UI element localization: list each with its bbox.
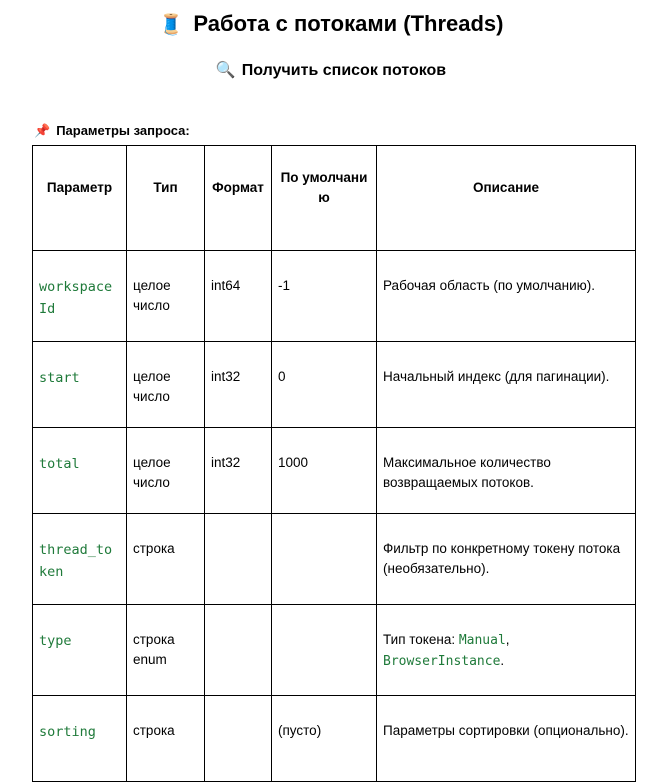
page-title (0, 8, 662, 40)
table-row (33, 696, 636, 782)
header-format: Формат (205, 146, 272, 251)
table-row (33, 514, 636, 605)
param-description: Максимальное количество возвращаемых потоков. (377, 428, 636, 514)
param-type: строка (127, 514, 205, 605)
header-param: Параметр (33, 146, 127, 251)
thread-spool-icon: 🧵 (158, 12, 184, 36)
param-format: int64 (205, 251, 272, 342)
table-row (33, 605, 636, 696)
param-type: целое число (127, 342, 205, 428)
param-type: строка enum (127, 605, 205, 696)
param-type: строка (127, 696, 205, 782)
enum-value-manual: Manual (458, 633, 506, 648)
param-format (205, 514, 272, 605)
table-row (33, 251, 636, 342)
param-default (272, 514, 377, 605)
params-heading (34, 121, 190, 142)
param-description: Рабочая область (по умолчанию). (377, 251, 636, 342)
description-prefix: Тип токена: (383, 632, 459, 647)
param-name: type (39, 633, 72, 649)
param-format (205, 696, 272, 782)
param-name: start (39, 370, 80, 386)
magnifier-icon: 🔍 (215, 60, 236, 79)
param-description: Начальный индекс (для пагинации). (377, 342, 636, 428)
page-title-text: Работа с потоками (Threads) (193, 11, 504, 36)
param-format (205, 605, 272, 696)
table-row (33, 342, 636, 428)
enum-value-browserinstance: BrowserInstance (383, 654, 501, 669)
param-default: 0 (272, 342, 377, 428)
param-name: workspaceId (39, 279, 113, 317)
description-suffix: . (500, 653, 505, 668)
section-title (0, 58, 662, 83)
param-default: 1000 (272, 428, 377, 514)
param-description (377, 605, 636, 696)
header-default: По умолчанию (272, 146, 377, 251)
param-format: int32 (205, 428, 272, 514)
params-heading-text: Параметры запроса: (56, 123, 190, 138)
param-name-cell (33, 605, 127, 696)
param-name-cell (33, 342, 127, 428)
params-table (32, 145, 636, 782)
table-row (33, 428, 636, 514)
param-name-cell (33, 428, 127, 514)
param-default: -1 (272, 251, 377, 342)
param-default: (пусто) (272, 696, 377, 782)
param-type: целое число (127, 251, 205, 342)
section-title-text: Получить список потоков (241, 62, 447, 79)
param-name: thread_token (39, 542, 113, 580)
table-header-row (33, 146, 636, 251)
param-name-cell (33, 514, 127, 605)
header-description: Описание (377, 146, 636, 251)
param-default (272, 605, 377, 696)
param-description: Параметры сортировки (опционально). (377, 696, 636, 782)
param-name: total (39, 456, 80, 472)
param-name-cell (33, 696, 127, 782)
param-format: int32 (205, 342, 272, 428)
param-name: sorting (39, 724, 96, 740)
param-description: Фильтр по конкретному токену потока (необязательно). (377, 514, 636, 605)
param-type: целое число (127, 428, 205, 514)
header-type: Тип (127, 146, 205, 251)
description-separator: , (505, 632, 510, 647)
param-name-cell (33, 251, 127, 342)
pushpin-icon: 📌 (34, 124, 51, 139)
